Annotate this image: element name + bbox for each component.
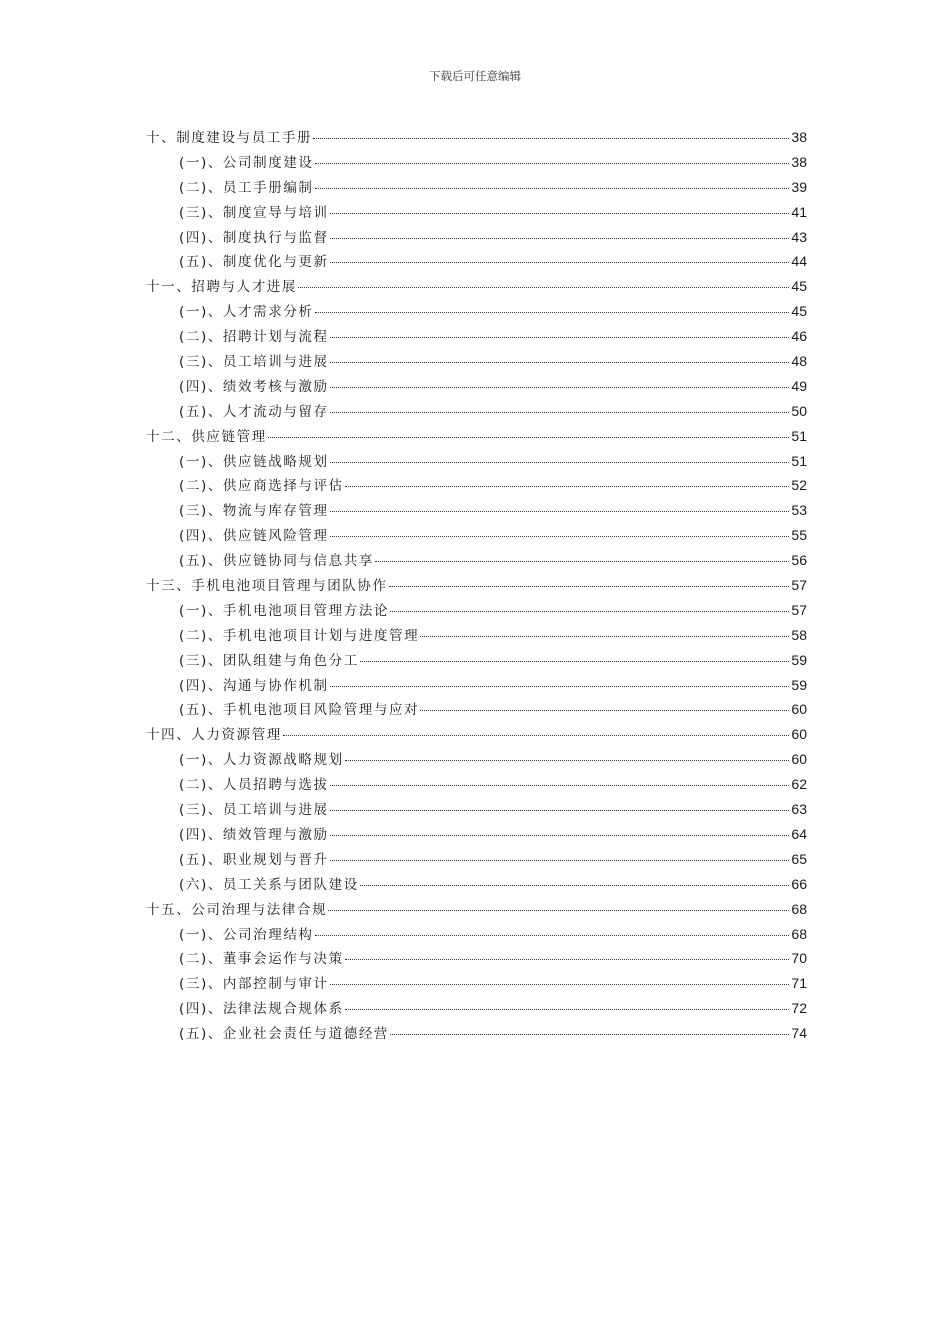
toc-page-number: 46 bbox=[791, 328, 807, 345]
toc-section-entry[interactable] bbox=[146, 176, 807, 201]
toc-dot-leader bbox=[420, 710, 789, 711]
toc-page-number: 60 bbox=[791, 726, 807, 743]
toc-section-entry[interactable] bbox=[146, 375, 807, 400]
toc-page-number: 65 bbox=[791, 850, 807, 867]
toc-section-entry[interactable] bbox=[146, 151, 807, 176]
toc-dot-leader bbox=[330, 337, 790, 338]
toc-page-number: 53 bbox=[791, 502, 807, 519]
toc-dot-leader bbox=[375, 561, 789, 562]
toc-page-number: 60 bbox=[791, 751, 807, 768]
toc-entry-title: (三)、团队组建与角色分工 bbox=[179, 652, 359, 669]
toc-entry-title: (六)、员工关系与团队建设 bbox=[179, 876, 359, 893]
toc-section-entry[interactable] bbox=[146, 201, 807, 226]
toc-page-number: 57 bbox=[791, 601, 807, 618]
toc-section-entry[interactable] bbox=[146, 450, 807, 475]
toc-entry-title: (一)、手机电池项目管理方法论 bbox=[179, 602, 390, 619]
toc-page-number: 41 bbox=[791, 203, 807, 220]
toc-entry-title: (一)、人才需求分析 bbox=[179, 304, 314, 321]
toc-page-number: 51 bbox=[791, 452, 807, 469]
toc-dot-leader bbox=[315, 312, 790, 313]
toc-entry-title: 十、制度建设与员工手册 bbox=[146, 130, 313, 146]
toc-page-number: 59 bbox=[791, 676, 807, 693]
toc-dot-leader bbox=[330, 835, 790, 836]
toc-section-entry[interactable] bbox=[146, 947, 807, 972]
toc-chapter-entry[interactable] bbox=[146, 898, 807, 923]
toc-section-entry[interactable] bbox=[146, 997, 807, 1022]
toc-page-number: 68 bbox=[791, 925, 807, 942]
toc-section-entry[interactable] bbox=[146, 674, 807, 699]
toc-entry-title: (四)、沟通与协作机制 bbox=[179, 677, 329, 694]
toc-page-number: 55 bbox=[791, 527, 807, 544]
toc-page-number: 72 bbox=[791, 1000, 807, 1017]
toc-dot-leader bbox=[330, 686, 790, 687]
toc-section-entry[interactable] bbox=[146, 350, 807, 375]
toc-section-entry[interactable] bbox=[146, 549, 807, 574]
toc-dot-leader bbox=[330, 238, 790, 239]
toc-dot-leader bbox=[313, 138, 789, 139]
toc-entry-title: 十三、手机电池项目管理与团队协作 bbox=[146, 578, 388, 595]
toc-page-number: 48 bbox=[791, 353, 807, 370]
toc-dot-leader bbox=[330, 536, 790, 537]
toc-entry-title: (五)、制度优化与更新 bbox=[179, 254, 329, 271]
toc-section-entry[interactable] bbox=[146, 226, 807, 251]
toc-chapter-entry[interactable] bbox=[146, 574, 807, 599]
toc-dot-leader bbox=[360, 885, 790, 886]
toc-page-number: 49 bbox=[791, 377, 807, 394]
toc-dot-leader bbox=[345, 959, 790, 960]
toc-dot-leader bbox=[390, 1034, 789, 1035]
toc-chapter-entry[interactable] bbox=[146, 425, 807, 450]
toc-entry-title: (二)、人员招聘与选拔 bbox=[179, 777, 329, 794]
toc-section-entry[interactable] bbox=[146, 923, 807, 948]
toc-dot-leader bbox=[360, 661, 790, 662]
toc-page-number: 50 bbox=[791, 402, 807, 419]
toc-page-number: 71 bbox=[791, 975, 807, 992]
toc-dot-leader bbox=[283, 735, 790, 736]
toc-page-number: 52 bbox=[791, 477, 807, 494]
toc-entry-title: (四)、供应链风险管理 bbox=[179, 528, 329, 545]
toc-page-number: 68 bbox=[791, 900, 807, 917]
toc-dot-leader bbox=[298, 287, 789, 288]
toc-entry-title: (二)、供应商选择与评估 bbox=[179, 478, 344, 495]
toc-page-number: 56 bbox=[791, 552, 807, 569]
table-of-contents bbox=[146, 126, 807, 1047]
toc-dot-leader bbox=[268, 437, 790, 438]
toc-entry-title: (四)、法律法规合规体系 bbox=[179, 1001, 344, 1018]
toc-dot-leader bbox=[330, 860, 790, 861]
toc-entry-title: (一)、公司治理结构 bbox=[179, 926, 314, 943]
toc-entry-title: (一)、公司制度建设 bbox=[179, 154, 314, 171]
toc-dot-leader bbox=[389, 586, 790, 587]
toc-page-number: 59 bbox=[791, 651, 807, 668]
toc-page-number: 45 bbox=[791, 278, 807, 295]
toc-entry-title: (二)、手机电池项目计划与进度管理 bbox=[179, 627, 420, 644]
toc-section-entry[interactable] bbox=[146, 524, 807, 549]
toc-entry-title: 十四、人力资源管理 bbox=[146, 727, 282, 744]
toc-dot-leader bbox=[315, 188, 790, 189]
toc-page-number: 51 bbox=[791, 427, 807, 444]
toc-section-entry[interactable] bbox=[146, 823, 807, 848]
toc-entry-title: (四)、绩效管理与激励 bbox=[179, 826, 329, 843]
toc-page-number: 60 bbox=[791, 701, 807, 718]
toc-section-entry[interactable] bbox=[146, 325, 807, 350]
toc-entry-title: (五)、供应链协同与信息共享 bbox=[179, 553, 374, 570]
toc-entry-title: (五)、人才流动与留存 bbox=[179, 403, 329, 420]
toc-dot-leader bbox=[330, 462, 790, 463]
page-header: 下载后可任意编辑 bbox=[429, 69, 521, 83]
toc-section-entry[interactable] bbox=[146, 873, 807, 898]
toc-page-number: 44 bbox=[791, 253, 807, 270]
toc-dot-leader bbox=[330, 262, 790, 263]
toc-section-entry[interactable] bbox=[146, 848, 807, 873]
toc-entry-title: (一)、人力资源战略规划 bbox=[179, 752, 344, 769]
toc-section-entry[interactable] bbox=[146, 474, 807, 499]
toc-page-number: 64 bbox=[791, 825, 807, 842]
toc-entry-title: (二)、招聘计划与流程 bbox=[179, 329, 329, 346]
toc-page-number: 39 bbox=[791, 178, 807, 195]
toc-dot-leader bbox=[328, 910, 789, 911]
toc-entry-title: 十五、公司治理与法律合规 bbox=[146, 901, 328, 918]
toc-section-entry[interactable] bbox=[146, 300, 807, 325]
toc-page-number: 74 bbox=[791, 1025, 807, 1042]
toc-chapter-entry[interactable] bbox=[146, 723, 807, 748]
toc-dot-leader bbox=[315, 935, 790, 936]
toc-entry-title: (三)、员工培训与进展 bbox=[179, 802, 329, 819]
toc-entry-title: (二)、董事会运作与决策 bbox=[179, 951, 344, 968]
toc-section-entry[interactable] bbox=[146, 250, 807, 275]
toc-page-number: 62 bbox=[791, 776, 807, 793]
toc-dot-leader bbox=[345, 486, 790, 487]
toc-entry-title: (五)、职业规划与晋升 bbox=[179, 851, 329, 868]
toc-entry-title: (三)、制度宣导与培训 bbox=[179, 204, 329, 221]
toc-dot-leader bbox=[315, 163, 790, 164]
toc-dot-leader bbox=[330, 387, 790, 388]
toc-section-entry[interactable] bbox=[146, 499, 807, 524]
toc-entry-title: (一)、供应链战略规划 bbox=[179, 453, 329, 470]
toc-section-entry[interactable] bbox=[146, 972, 807, 997]
toc-page-number: 70 bbox=[791, 950, 807, 967]
toc-dot-leader bbox=[330, 362, 790, 363]
toc-entry-title: (三)、物流与库存管理 bbox=[179, 503, 329, 520]
toc-dot-leader bbox=[330, 984, 790, 985]
toc-section-entry[interactable] bbox=[146, 624, 807, 649]
toc-section-entry[interactable] bbox=[146, 1022, 807, 1047]
toc-entry-title: (四)、绩效考核与激励 bbox=[179, 378, 329, 395]
toc-entry-title: (二)、员工手册编制 bbox=[179, 179, 314, 196]
toc-section-entry[interactable] bbox=[146, 649, 807, 674]
toc-dot-leader bbox=[330, 213, 790, 214]
toc-entry-title: (五)、企业社会责任与道德经营 bbox=[179, 1026, 390, 1043]
toc-page-number: 38 bbox=[791, 153, 807, 170]
toc-page-number: 43 bbox=[791, 228, 807, 245]
toc-section-entry[interactable] bbox=[146, 773, 807, 798]
toc-entry-title: (三)、员工培训与进展 bbox=[179, 354, 329, 371]
toc-page-number: 58 bbox=[791, 626, 807, 643]
toc-section-entry[interactable] bbox=[146, 400, 807, 425]
toc-page-number: 38 bbox=[791, 129, 807, 145]
toc-entry-title: (三)、内部控制与审计 bbox=[179, 976, 329, 993]
toc-dot-leader bbox=[330, 412, 790, 413]
toc-dot-leader bbox=[390, 611, 789, 612]
toc-chapter-entry[interactable] bbox=[146, 126, 807, 151]
toc-section-entry[interactable] bbox=[146, 599, 807, 624]
toc-dot-leader bbox=[330, 785, 790, 786]
toc-page-number: 66 bbox=[791, 875, 807, 892]
toc-section-entry[interactable] bbox=[146, 698, 807, 723]
toc-entry-title: (五)、手机电池项目风险管理与应对 bbox=[179, 702, 420, 719]
toc-section-entry[interactable] bbox=[146, 748, 807, 773]
toc-chapter-entry[interactable] bbox=[146, 275, 807, 300]
toc-dot-leader bbox=[345, 760, 790, 761]
toc-dot-leader bbox=[420, 636, 789, 637]
toc-page-number: 45 bbox=[791, 303, 807, 320]
toc-dot-leader bbox=[330, 810, 790, 811]
toc-dot-leader bbox=[330, 511, 790, 512]
toc-section-entry[interactable] bbox=[146, 798, 807, 823]
toc-entry-title: (四)、制度执行与监督 bbox=[179, 229, 329, 246]
toc-page-number: 63 bbox=[791, 801, 807, 818]
toc-page-number: 57 bbox=[791, 577, 807, 594]
toc-dot-leader bbox=[345, 1009, 790, 1010]
toc-entry-title: 十二、供应链管理 bbox=[146, 428, 267, 445]
toc-entry-title: 十一、招聘与人才进展 bbox=[146, 279, 297, 296]
